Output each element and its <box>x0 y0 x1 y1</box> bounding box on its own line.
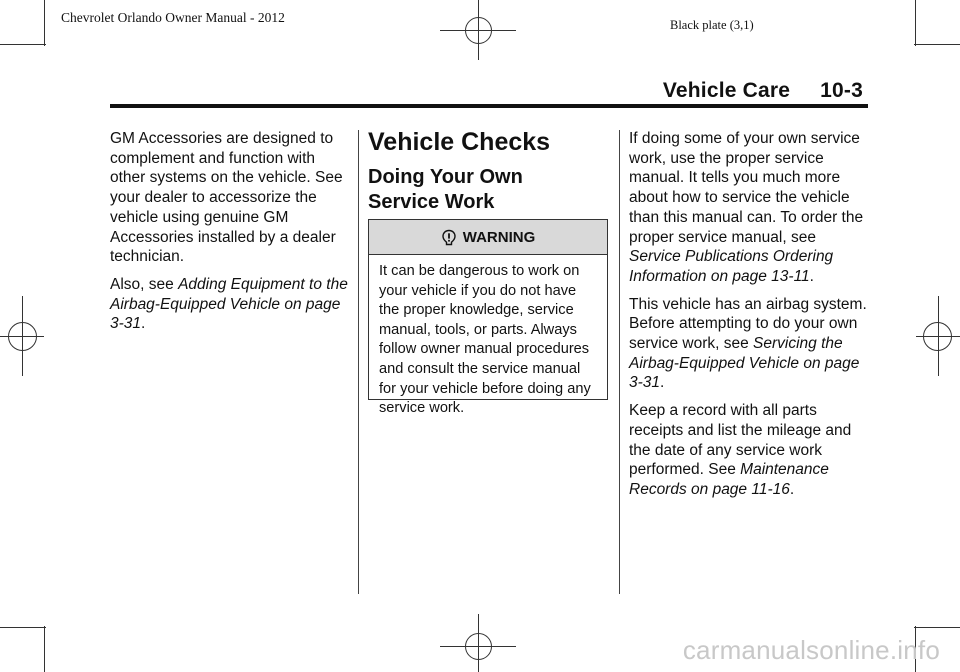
crop-mark <box>915 0 916 46</box>
cross-reference-link[interactable]: Servicing the Airbag-Equipped Vehicle on page 3-31 <box>629 335 860 392</box>
text: . <box>789 480 795 498</box>
paragraph <box>110 275 350 334</box>
header-rule <box>110 104 868 108</box>
subsection-heading: Doing Your Own Service Work <box>368 166 523 213</box>
registration-mark-circle <box>923 322 952 351</box>
plate-label: Black plate (3,1) <box>670 18 754 32</box>
section-header <box>663 79 863 103</box>
warning-icon <box>441 229 457 246</box>
crop-mark <box>0 44 46 45</box>
crop-mark <box>914 44 960 45</box>
text: Also, see <box>110 275 179 293</box>
text: If doing some of your own service work, use the proper service manual. It tells you much more about how to service the vehicle than this manual can. To order the proper service manual, see <box>629 130 864 246</box>
manual-title: Chevrolet Orlando Owner Manual - 2012 <box>61 10 285 25</box>
paragraph <box>629 129 869 287</box>
section-title: Vehicle Care <box>662 79 791 102</box>
text: This vehicle has an airbag system. Before attempting to do your own service work, see <box>629 295 867 353</box>
crop-mark <box>914 627 960 628</box>
paragraph <box>629 401 869 500</box>
text: . <box>141 315 146 333</box>
column-1 <box>110 129 350 342</box>
crop-mark <box>0 627 46 628</box>
warning-box <box>368 219 608 417</box>
text: . <box>660 374 665 392</box>
warning-label: WARNING <box>462 228 536 246</box>
column-divider <box>619 130 620 594</box>
section-heading: Vehicle Checks <box>368 128 551 156</box>
cross-reference-link[interactable]: Maintenance Records on page 11-16 <box>629 461 829 498</box>
paragraph <box>629 295 869 394</box>
watermark: carmanualsonline.info <box>682 635 940 665</box>
registration-mark-circle <box>8 322 37 351</box>
warning-text: It can be dangerous to work on your vehicle if you do not have the proper knowledge, service manual, tools, or parts. Always follow owner manual procedures and consult the service manual for your vehicle before doing any service work. <box>379 263 591 417</box>
cross-reference-link[interactable]: Service Publications Ordering Information on page 13-11 <box>629 248 834 285</box>
text: . <box>809 267 814 285</box>
cross-reference-link[interactable]: Adding Equipment to the Airbag-Equipped Vehicle on page 3-31 <box>110 275 348 333</box>
paragraph: GM Accessories are designed to complement and function with other systems on the vehicle. See your dealer to accessorize the vehicle using genuine GM Accessories installed by a dealer technician. <box>110 130 343 266</box>
text: Keep a record with all parts receipts and list the mileage and the date of any service work performed. See <box>629 402 852 479</box>
registration-mark-circle <box>465 17 492 44</box>
column-3 <box>629 129 869 508</box>
crop-mark <box>44 0 45 46</box>
registration-mark-circle <box>465 633 492 660</box>
crop-mark <box>44 626 45 672</box>
warning-header <box>369 220 607 255</box>
page-number: 10-3 <box>820 79 863 102</box>
column-divider <box>358 130 359 594</box>
